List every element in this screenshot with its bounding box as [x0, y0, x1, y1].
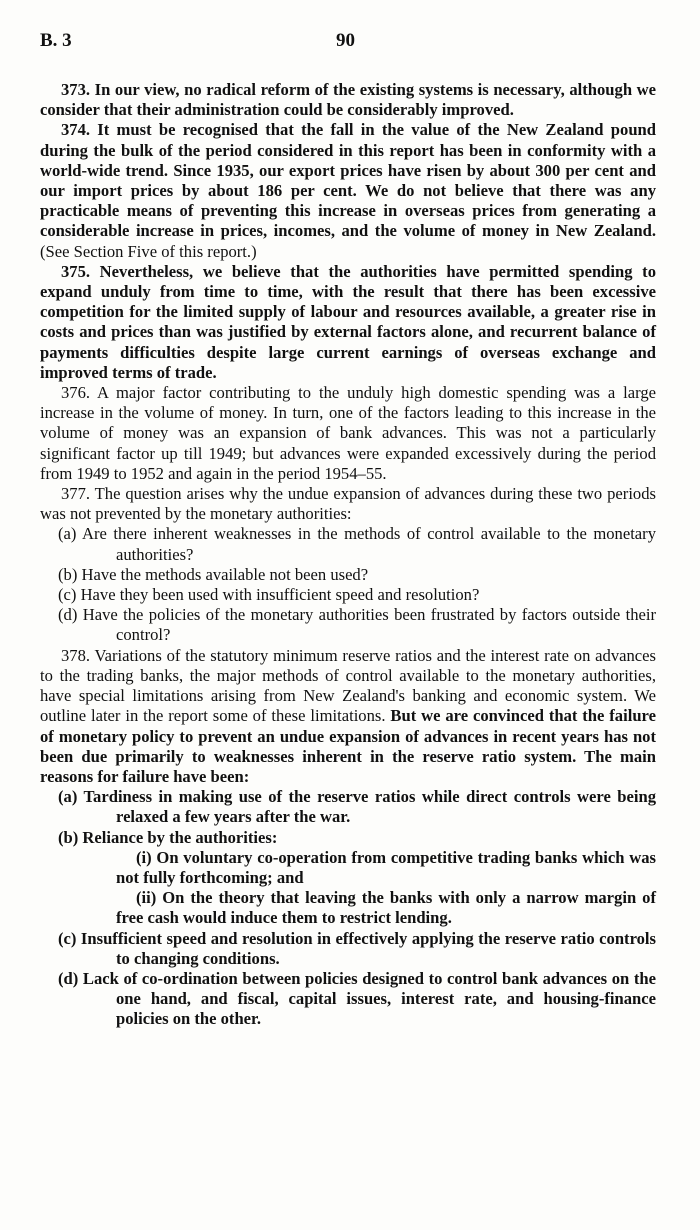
list-item: (a) Tardiness in making use of the reserve ratios while direct controls were being relaxed a few years after the war.: [58, 787, 656, 827]
paragraph-378: [40, 646, 656, 787]
list-item: (a) Are there inherent weaknesses in the methods of control available to the monetary authorities?: [58, 524, 656, 564]
paragraph-375: 375. Nevertheless, we believe that the authorities have permitted spending to expand unduly from time to time, with the result that there has been excessive competition for the limited supply of labour and resources available, a greater rise in costs and prices than was justified by external factors alone, and recurrent balance of payments difficulties despite large current earnings of overseas exchange and improved terms of trade.: [40, 261, 656, 382]
document-reference: B. 3: [40, 30, 72, 51]
document-body: [40, 80, 656, 1030]
sub-list-item: (i) On voluntary co-operation from competitive trading banks which was not fully forthcoming; and: [116, 847, 656, 887]
list-item: (b) Reliance by the authorities:: [58, 827, 278, 847]
list-item: (b) Have the methods available not been used?: [58, 564, 369, 584]
paragraph-376: 376. A major factor contributing to the unduly high domestic spending was a large increase in the volume of money. In turn, one of the factors leading to this increase in the volume of money was an expansion of bank advances. This was not a particularly significant factor up till 1949; but advances were expanded excessively during the period from 1949 to 1952 and again in the period 1954–55.: [40, 383, 656, 483]
page-number: 90: [336, 30, 355, 51]
page-header: [40, 30, 656, 60]
sub-list-item: (ii) On the theory that leaving the banks with only a narrow margin of free cash would induce them to restrict lending.: [116, 888, 656, 928]
paragraph-378-emphasis: But we are convinced that the failure of monetary policy to prevent an undue expansion of advances in recent years has not been due primarily to weaknesses inherent in the reserve ratio system. The main reasons for failure have been:: [40, 706, 656, 786]
paragraph-373: 373. In our view, no radical reform of the existing systems is necessary, although we consider that their administration could be considerably improved.: [40, 80, 656, 120]
list-item: (c) Insufficient speed and resolution in effectively applying the reserve ratio controls to changing conditions.: [58, 928, 656, 968]
paragraph-374-note: (See Section Five of this report.): [40, 241, 257, 261]
paragraph-378-text: 378. Variations of the statutory minimum reserve ratios and the interest rate on advances to the trading banks, the major methods of control available to the monetary authorities, have special limitations arising from New Zealand's banking and economic system. We outline later in the report some of these limitations.: [40, 645, 656, 726]
list-item: (d) Have the policies of the monetary authorities been frustrated by factors outside their control?: [58, 605, 656, 645]
paragraph-374-text: 374. It must be recognised that the fall in the value of the New Zealand pound during the bulk of the period considered in this report has been in conformity with a world-wide trend. Since 1935, our export prices have risen by about 300 per cent and our import prices by about 186 per cent. We do not believe that there was any practicable means of preventing this increase in overseas prices from generating a considerable increase in prices, incomes, and the volume of money in New Zealand.: [40, 120, 656, 241]
paragraph-374: [40, 120, 656, 261]
list-item: (c) Have they been used with insufficient speed and resolution?: [58, 585, 480, 605]
list-item: (d) Lack of co-ordination between policies designed to control bank advances on the one hand, and fiscal, capital issues, interest rate, and housing-finance policies on the other.: [58, 968, 656, 1029]
paragraph-377: 377. The question arises why the undue expansion of advances during these two periods was not prevented by the monetary authorities:: [40, 484, 656, 524]
